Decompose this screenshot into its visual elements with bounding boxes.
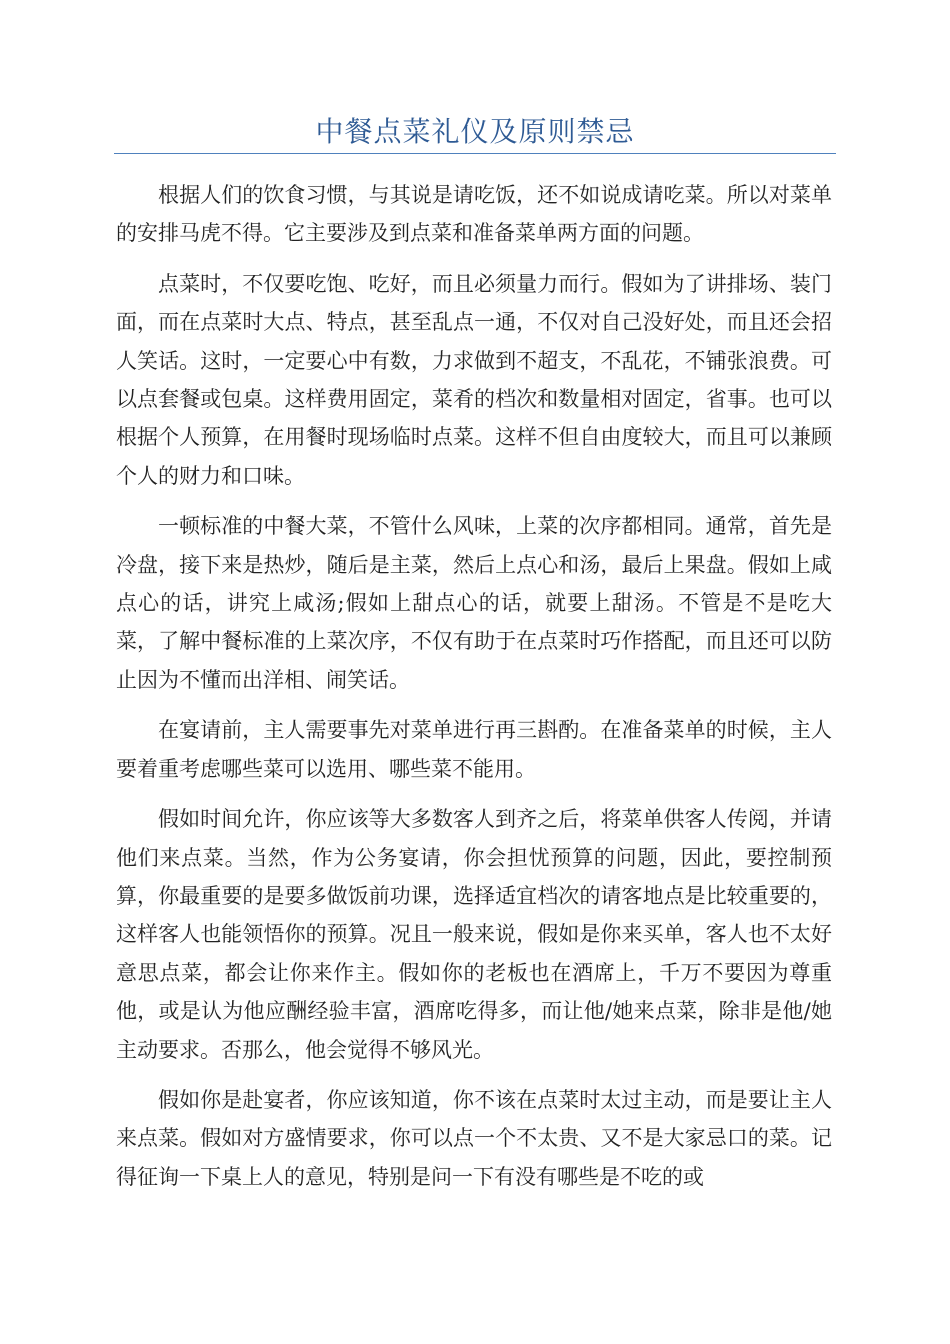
paragraph: 根据人们的饮食习惯，与其说是请吃饭，还不如说成请吃菜。所以对菜单的安排马虎不得。它主要涉及到点菜和准备菜单两方面的问题。	[116, 183, 832, 246]
title-underline-rule	[114, 153, 836, 154]
document-body	[116, 176, 832, 1208]
document-title: 中餐点菜礼仪及原则禁忌	[315, 115, 635, 148]
paragraph: 在宴请前，主人需要事先对菜单进行再三斟酌。在准备菜单的时候，主人要着重考虑哪些菜可以选用、哪些菜不能用。	[116, 718, 832, 781]
paragraph: 假如你是赴宴者，你应该知道，你不该在点菜时太过主动，而是要让主人来点菜。假如对方盛情要求，你可以点一个不太贵、又不是大家忌口的菜。记得征询一下桌上人的意见，特别是问一下有没有哪些是不吃的或	[116, 1087, 832, 1189]
paragraph: 假如时间允许，你应该等大多数客人到齐之后，将菜单供客人传阅，并请他们来点菜。当然，作为公务宴请，你会担忧预算的问题，因此，要控制预算，你最重要的是要多做饭前功课，选择适宜档次的请客地点是比较重要的，这样客人也能领悟你的预算。况且一般来说，假如是你来买单，客人也不太好意思点菜，都会让你来作主。假如你的老板也在酒席上，千万不要因为尊重他，或是认为他应酬经验丰富，酒席吃得多，而让他/她来点菜，除非是他/她主动要求。否那么，他会觉得不够风光。	[116, 807, 832, 1062]
paragraph: 一顿标准的中餐大菜，不管什么风味，上菜的次序都相同。通常，首先是冷盘，接下来是热炒，随后是主菜，然后上点心和汤，最后上果盘。假如上咸点心的话，讲究上咸汤;假如上甜点心的话，就要上甜汤。不管是不是吃大菜，了解中餐标准的上菜次序，不仅有助于在点菜时巧作搭配，而且还可以防止因为不懂而出洋相、闹笑话。	[116, 514, 832, 692]
paragraph: 点菜时，不仅要吃饱、吃好，而且必须量力而行。假如为了讲排场、装门面，而在点菜时大点、特点，甚至乱点一通，不仅对自己没好处，而且还会招人笑话。这时，一定要心中有数，力求做到不超支，不乱花，不铺张浪费。可以点套餐或包桌。这样费用固定，菜肴的档次和数量相对固定，省事。也可以根据个人预算，在用餐时现场临时点菜。这样不但自由度较大，而且可以兼顾个人的财力和口味。	[116, 271, 832, 488]
